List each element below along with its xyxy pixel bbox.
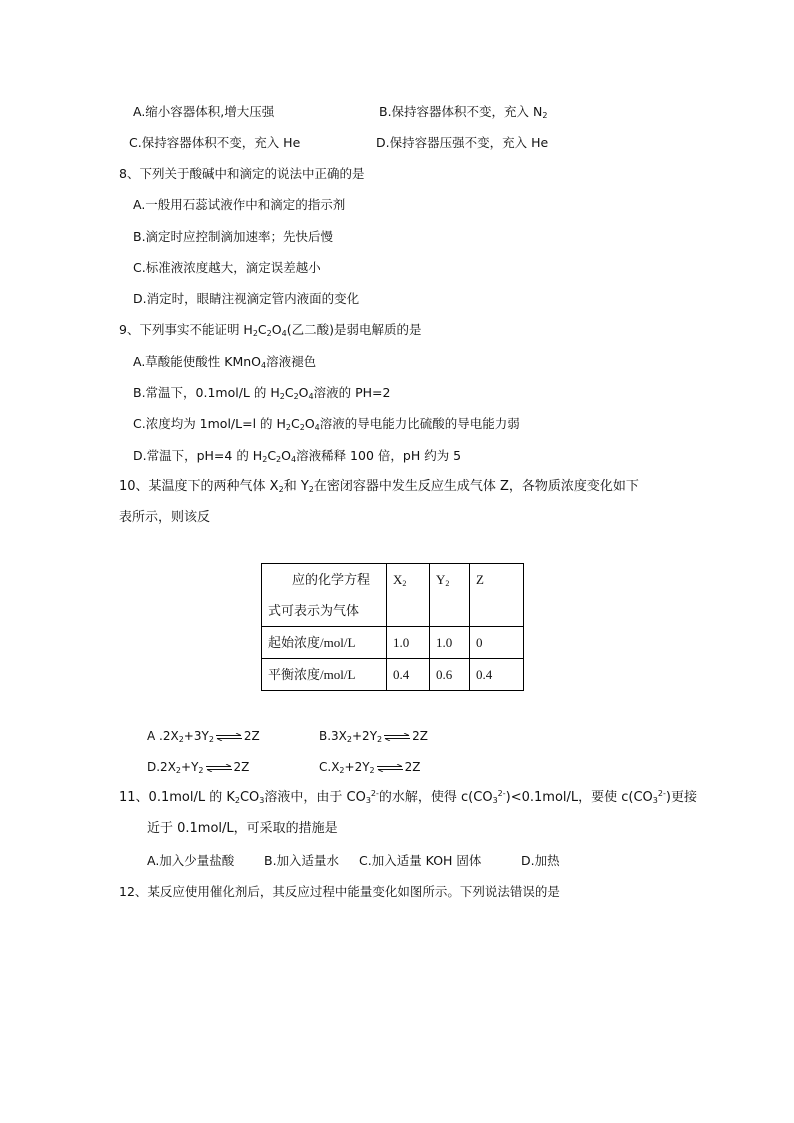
table-cell: 0.4 <box>387 659 430 691</box>
q8-option-b: B.滴定时应控制滴加速率；先快后慢 <box>133 229 334 244</box>
q11-stem-line2: 近于 0.1mol/L，可采取的措施是 <box>147 821 338 836</box>
q10-option-b: $B.3X_2+2Y_2$ 2Z <box>319 729 428 744</box>
q9-option-d: D.常温下，pH=4 的 $H_2C_2O_4$溶液稀释 100 倍，pH 约为 5 <box>133 448 462 464</box>
table-row <box>262 627 524 659</box>
table-header-y2: $Y_2$ <box>430 564 470 627</box>
q8-option-d: D.消定时，眼睛注视滴定管内液面的变化 <box>133 291 360 306</box>
q11-stem-line1: 11、0.1mol/L 的 $K_2CO_3$溶液中，由于 $CO_3^{2-}$的水解，使得 $c(CO_3^{2-})<0.1mol/L$，要使 $c(CO_3^{2-})$更接 <box>119 789 697 805</box>
table-header-label <box>262 564 387 627</box>
q9-stem: 9、下列事实不能证明 $H_2C_2O_4$(乙二酸)是弱电解质的是 <box>119 322 422 338</box>
q10-option-c: $C.X_2+2Y_2$ 2Z <box>319 760 421 775</box>
q9-option-c: C.浓度均为 1mol/L=l 的 $H_2C_2O_4$溶液的导电能力比硫酸的导电能力弱 <box>133 416 520 432</box>
table-cell: 1.0 <box>387 627 430 659</box>
q9-option-a: A.草酸能使酸性 KMnO$_4$溶液褪色 <box>133 354 317 370</box>
table-header-z: Z <box>470 564 524 627</box>
q11-option-b: B.加入适量水 <box>264 853 340 868</box>
table-cell: 0.6 <box>430 659 470 691</box>
q10-stem-line2: 表所示，则该反 <box>119 510 211 525</box>
q10-option-a: A $.2X_2+3Y_2$ 2Z <box>147 729 260 744</box>
q11-option-a: A.加入少量盐酸 <box>147 853 235 868</box>
concentration-table <box>261 563 524 691</box>
table-cell: 1.0 <box>430 627 470 659</box>
q11-option-c: C.加入适量 KOH 固体 <box>359 853 482 868</box>
q10-option-d: $D.2X_2+Y_2$ 2Z <box>147 760 250 775</box>
table-row <box>262 659 524 691</box>
table-header-x2: $X_2$ <box>387 564 430 627</box>
q11-option-d: D.加热 <box>521 853 560 868</box>
table-header-line2: 式可表示为气体 <box>268 603 360 618</box>
q7-option-a: A.缩小容器体积,增大压强 <box>133 104 275 119</box>
q10-stem-line1: 10、某温度下的两种气体 $X_2$和 $Y_2$在密闭容器中发生反应生成气体 Z，各物质浓度变化如下 <box>119 479 639 494</box>
q8-stem: 8、下列关于酸碱中和滴定的说法中正确的是 <box>119 166 365 181</box>
table-header-line1: 应的化学方程 <box>292 572 371 587</box>
q8-option-c: C.标准液浓度越大，滴定误差越小 <box>133 260 321 275</box>
table-row-label: 平衡浓度/mol/L <box>262 659 387 691</box>
table-row <box>262 564 524 627</box>
table-cell: 0.4 <box>470 659 524 691</box>
q8-option-a: A.一般用石蕊试液作中和滴定的指示剂 <box>133 197 346 212</box>
equilibrium-arrow-icon <box>384 733 410 741</box>
q7-option-b: B.保持容器体积不变，充入 $N_2$ <box>379 104 548 120</box>
table-cell: 0 <box>470 627 524 659</box>
equilibrium-arrow-icon <box>377 764 403 772</box>
table-row-label: 起始浓度/mol/L <box>262 627 387 659</box>
equilibrium-arrow-icon <box>206 764 232 772</box>
q9-option-b: B.常温下，0.1mol/L 的 $H_2C_2O_4$溶液的 PH=2 <box>133 385 391 401</box>
q7-option-c: C.保持容器体积不变，充入 He <box>129 135 301 150</box>
equilibrium-arrow-icon <box>216 733 242 741</box>
q12-stem: 12、某反应使用催化剂后，其反应过程中能量变化如图所示。下列说法错误的是 <box>119 884 560 899</box>
q7-option-d: D.保持容器压强不变，充入 He <box>376 135 549 150</box>
